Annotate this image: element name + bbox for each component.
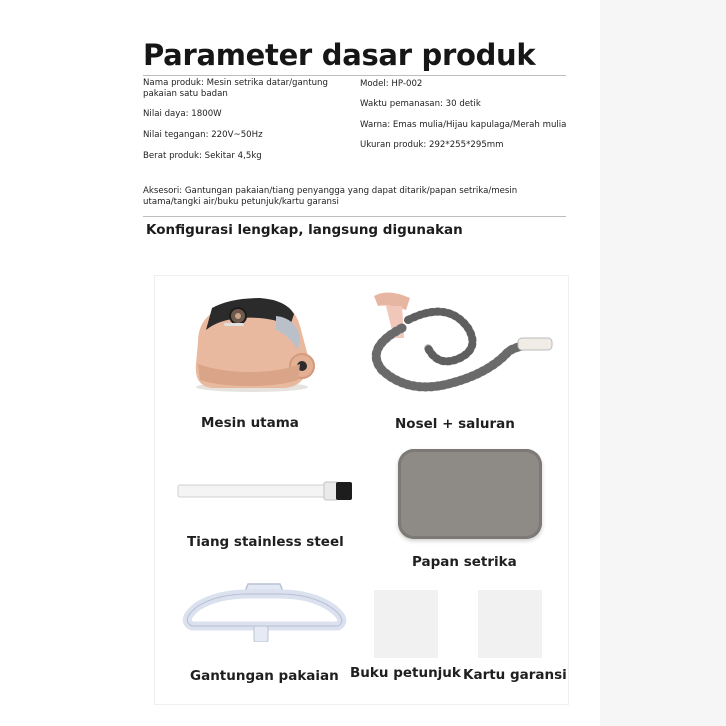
item-label-nosel-saluran: Nosel + saluran xyxy=(395,416,515,432)
clothes-hanger-icon xyxy=(178,580,350,642)
item-label-tiang-stainless-steel: Tiang stainless steel xyxy=(187,534,344,550)
spec-nilai-daya: Nilai daya: 1800W xyxy=(143,109,222,119)
spec-warna: Warna: Emas mulia/Hijau kapulaga/Merah mulia xyxy=(360,120,567,130)
steamer-main-unit-icon xyxy=(190,294,315,394)
ironing-board-icon xyxy=(398,449,542,539)
manual-book-icon xyxy=(374,590,438,658)
background-strip xyxy=(600,0,726,726)
warranty-card-icon xyxy=(478,590,542,658)
spec-ukuran-produk: Ukuran produk: 292*255*295mm xyxy=(360,140,504,150)
nozzle-hose-icon xyxy=(368,288,558,398)
spec-model: Model: HP-002 xyxy=(360,79,423,89)
title-divider xyxy=(143,75,566,76)
spec-berat-produk: Berat produk: Sekitar 4,5kg xyxy=(143,151,262,161)
spec-nama-produk: Nama produk: Mesin setrika datar/gantung pakaian satu badan xyxy=(143,78,328,99)
spec-nilai-tegangan: Nilai tegangan: 220V~50Hz xyxy=(143,130,263,140)
item-label-papan-setrika: Papan setrika xyxy=(412,554,517,570)
item-label-gantungan-pakaian: Gantungan pakaian xyxy=(190,668,339,684)
item-label-kartu-garansi: Kartu garansi xyxy=(463,667,567,683)
spec-aksesori: Aksesori: Gantungan pakaian/tiang penyangga yang dapat ditarik/papan setrika/mesin utama/tangki air/buku petunjuk/kartu garansi xyxy=(143,186,518,207)
page-title: Parameter dasar produk xyxy=(143,38,536,72)
aksesori-divider xyxy=(143,216,566,217)
steel-pole-icon xyxy=(176,478,356,504)
section-subtitle: Konfigurasi lengkap, langsung digunakan xyxy=(146,222,463,238)
item-label-buku-petunjuk: Buku petunjuk xyxy=(350,665,461,681)
spec-waktu-pemanasan: Waktu pemanasan: 30 detik xyxy=(360,99,481,109)
item-label-mesin-utama: Mesin utama xyxy=(201,415,299,431)
